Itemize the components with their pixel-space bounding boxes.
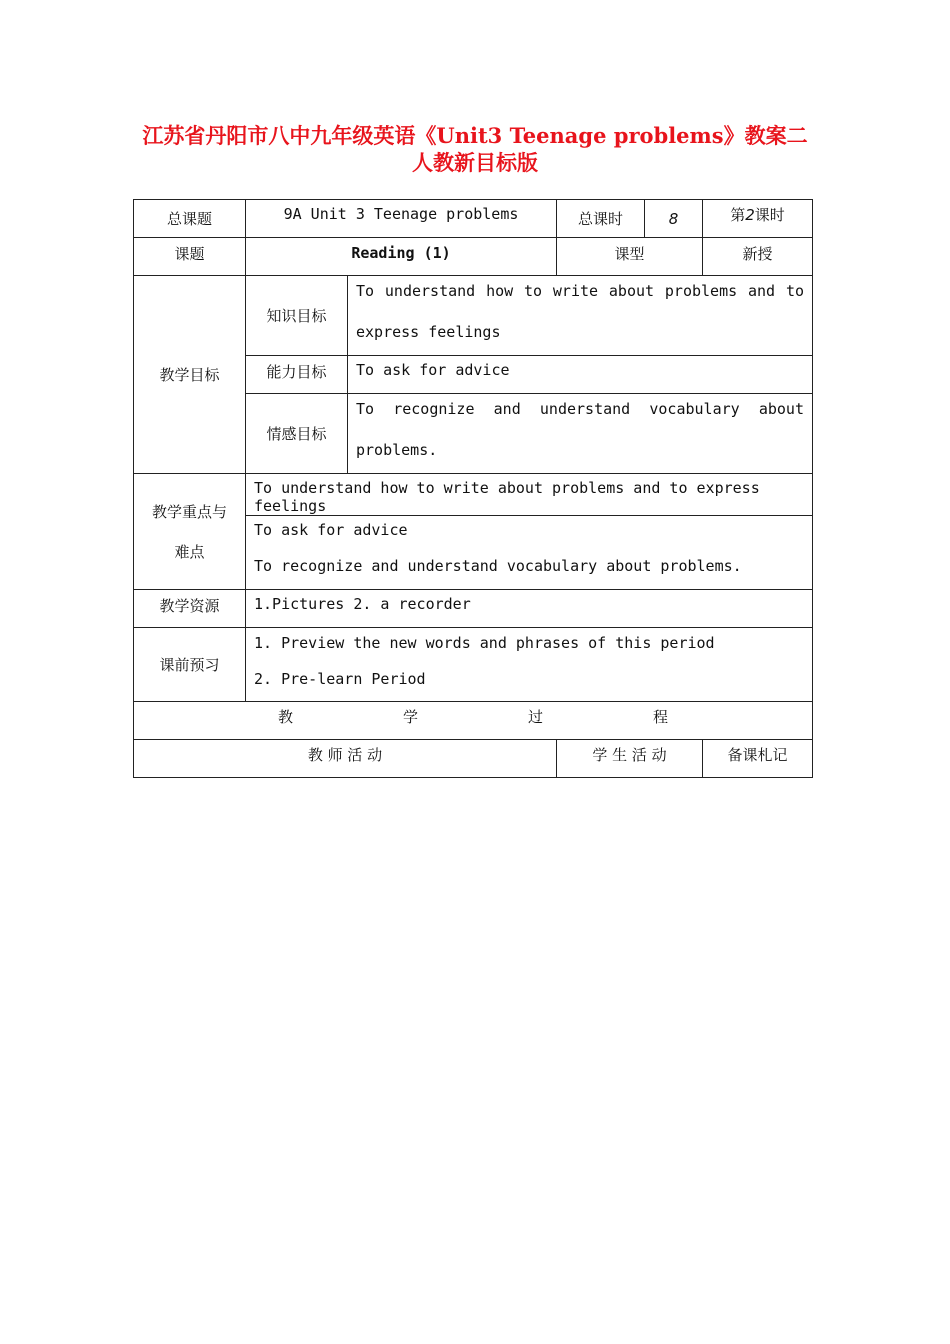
preview-item-2: 2. Pre-learn Period [254,670,426,688]
preview-label: 课前预习 [134,628,246,702]
key-points-2 [246,516,813,590]
period-suffix: 课时 [754,206,785,224]
emotion-line-2: problems. [356,441,438,459]
student-activity-header: 学 生 活 动 [557,740,703,778]
resources-label: 教学资源 [134,590,246,628]
preview-item-1: 1. Preview the new words and phrases of this period [254,634,715,652]
type-value: 新授 [703,238,813,276]
total-topic-value: 9A Unit 3 Teenage problems [246,200,557,238]
process-char-2: 学 [402,708,418,726]
objectives-label: 教学目标 [134,276,246,474]
key-points-label: 教学重点与 难点 [134,474,246,590]
key-point-1: To understand how to write about problems and to express feelings [246,474,813,516]
key-point-3: To recognize and understand vocabulary about problems. [254,557,742,575]
emotion-line-1: To recognize and understand vocabulary about [356,400,804,418]
ability-value: To ask for advice [348,356,813,394]
document-title: 江苏省丹阳市八中九年级英语《Unit3 Teenage problems》教案二 人教新目标版 [142,123,808,175]
topic-label: 课题 [134,238,246,276]
ability-label: 能力目标 [246,356,348,394]
knowledge-line-2: express feelings [356,323,501,341]
teacher-activity-header: 教 师 活 动 [134,740,557,778]
resources-value: 1.Pictures 2. a recorder [246,590,813,628]
key-point-2: To ask for advice [254,521,408,539]
emotion-value [348,394,813,474]
emotion-label: 情感目标 [246,394,348,474]
period-number: 2 [745,206,755,224]
preview-value [246,628,813,702]
process-char-4: 程 [652,708,668,726]
notes-header: 备课札记 [703,740,813,778]
process-char-3: 过 [527,708,543,726]
total-hours-label: 总课时 [557,200,645,238]
knowledge-label: 知识目标 [246,276,348,356]
knowledge-value [348,276,813,356]
topic-value: Reading (1) [246,238,557,276]
type-label: 课型 [557,238,703,276]
lesson-plan-table [133,199,813,778]
knowledge-line-1: To understand how to write about problems and to [356,282,804,300]
total-topic-label: 总课题 [134,200,246,238]
process-header [134,702,813,740]
period-cell [703,200,813,238]
process-char-1: 教 [278,708,294,726]
total-hours-value: 8 [645,200,703,238]
period-prefix: 第 [730,206,746,224]
